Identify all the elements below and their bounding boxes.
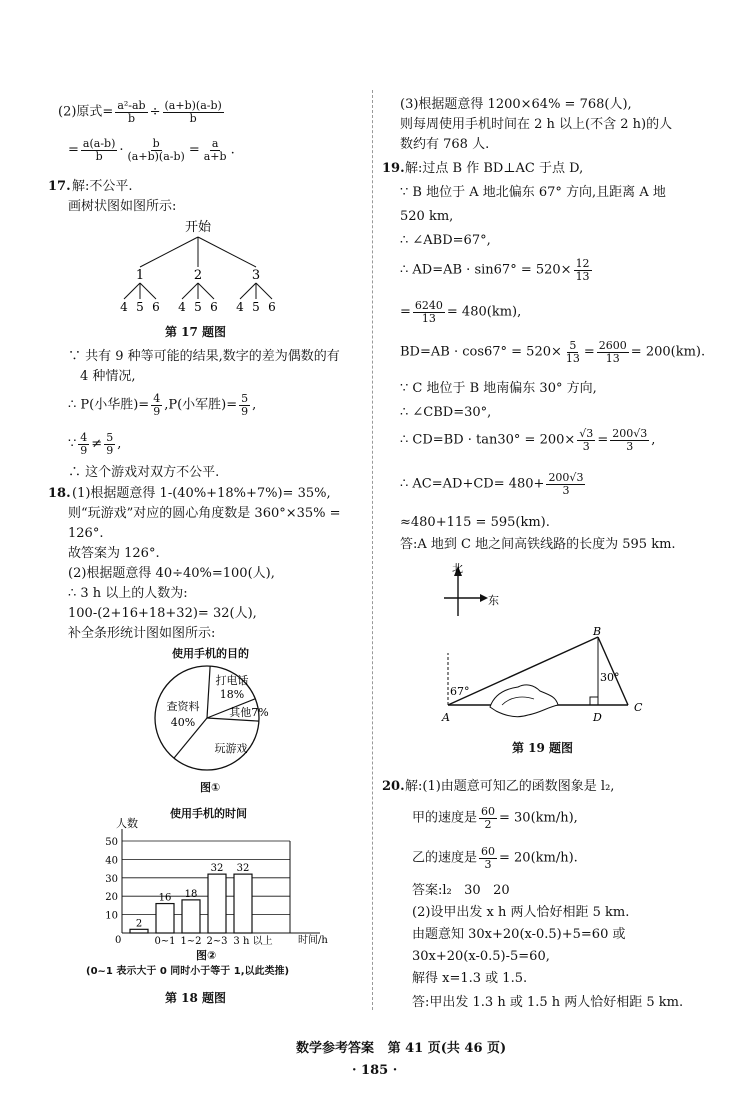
q19-l3: 520 km, xyxy=(400,209,454,224)
q20-l5: (2)设甲出发 x h 两人恰好相距 5 km. xyxy=(412,905,630,920)
q19-l10: ∴ CD=BD · tan30° = 200× $\frac{√3}{3}$ = $\frac{200√3}{3}$ , xyxy=(400,427,656,453)
tree-leaf: 5 xyxy=(194,300,202,314)
q16-line2: = $\frac{a(a-b)}{b}$ · $\frac{b}{(a+b)(a-b)}$ = $\frac{a}{a+b}$ . xyxy=(68,137,235,163)
q19-l1: 解:过点 B 作 BD⊥AC 于点 D, xyxy=(405,161,584,176)
point-a: A xyxy=(442,711,450,724)
q19-l4: ∴ ∠ABD=67°, xyxy=(400,233,491,248)
column-divider xyxy=(372,90,373,1010)
q19-caption: 第 19 题图 xyxy=(512,741,574,755)
q19-l9: ∴ ∠CBD=30°, xyxy=(400,405,492,420)
q20-l1: 解:(1)由题意可知乙的函数图象是 l₂, xyxy=(405,779,615,794)
q19-l8: ∵ C 地位于 B 地南偏东 30° 方向, xyxy=(400,381,597,396)
q17-caption: 第 17 题图 xyxy=(165,325,227,339)
q20-l3: 乙的速度是 $\frac{60}{3}$ = 20(km/h). xyxy=(412,845,578,871)
q18-l2: 则“玩游戏”对应的圆心角度数是 360°×35% = xyxy=(68,506,341,521)
bar-value-label: 32 xyxy=(236,863,250,875)
bar-value-label: 32 xyxy=(210,863,224,875)
bar-xtick: 0~1 xyxy=(154,936,176,947)
tree-branch-1 xyxy=(120,283,160,314)
bar-xlabel: 时间/h xyxy=(298,935,328,946)
pie-label-chaziliao: 查资料 xyxy=(166,700,200,713)
tree-leaf: 6 xyxy=(210,300,218,314)
angle-67: 67° xyxy=(450,685,470,698)
angle-30: 30° xyxy=(600,671,620,684)
bar-mark xyxy=(234,874,252,933)
pie-label-qita: 其他7% xyxy=(229,706,269,719)
q17-probabilities: ∴ P(小华胜)= $\frac{4}{9}$ ,P(小军胜)= $\frac{5}{9}$ , xyxy=(68,392,257,418)
bar-title: 使用手机的时间 xyxy=(170,807,247,820)
bar-xtick: 2~3 xyxy=(206,936,228,947)
tree-leaf: 5 xyxy=(252,300,260,314)
tree-leaf: 5 xyxy=(136,300,144,314)
q18-number: 18. xyxy=(48,486,71,501)
q18-l4: 故答案为 126°. xyxy=(68,546,160,561)
bar-chart xyxy=(100,815,355,950)
mountain-icon xyxy=(490,685,558,717)
pie-label-dadianhua: 打电话 xyxy=(215,674,249,687)
q18-l8: 补全条形统计图如图所示: xyxy=(68,626,216,641)
east-arrow-icon xyxy=(480,594,488,602)
pie-pct-dadianhua: 18% xyxy=(219,688,245,701)
bar-ytick: 10 xyxy=(105,910,118,922)
compass-east: 东 xyxy=(488,594,499,607)
q17-line3b: 4 种情况, xyxy=(80,369,136,384)
q17-line3a: ∵ 共有 9 种等可能的结果,数字的差为偶数的有 xyxy=(68,349,340,364)
bar-ytick: 20 xyxy=(105,892,118,904)
pie-pct-chaziliao: 40% xyxy=(170,716,196,729)
bar-xtick: 3 h 以上 xyxy=(233,936,273,947)
q19-l2: ∵ B 地位于 A 地北偏东 67° 方向,且距离 A 地 xyxy=(400,185,666,200)
tree-leaf: 4 xyxy=(120,300,128,314)
bar-value-label: 16 xyxy=(158,892,172,904)
tree-node-2: 2 xyxy=(193,268,203,283)
q18-3-l2: 则每周使用手机时间在 2 h 以上(不含 2 h)的人 xyxy=(400,117,673,132)
tree-node-3: 3 xyxy=(251,268,261,283)
q17-number: 17. xyxy=(48,179,71,194)
q19-l5: ∴ AD=AB · sin67° = 520× $\frac{12}{13}$ xyxy=(400,257,590,283)
q20-l2: 甲的速度是 $\frac{60}{2}$ = 30(km/h), xyxy=(412,805,578,831)
bar-caption: 图② xyxy=(196,949,217,962)
bar-origin: 0 xyxy=(115,935,122,946)
q18-l3: 126°. xyxy=(68,526,104,541)
q16-line1: (2)原式= $\frac{\text{a²-ab}}{b}$ ÷ $\frac{(a+b)(a-b)}{b}$ xyxy=(58,99,222,125)
point-b: B xyxy=(593,625,602,638)
q20-number: 20. xyxy=(382,779,405,794)
bar-value-label: 2 xyxy=(135,918,143,930)
q18-l6: ∴ 3 h 以上的人数为: xyxy=(68,586,188,601)
q17-line1: 解:不公平. xyxy=(72,179,133,194)
tree-branch-2 xyxy=(178,283,218,314)
q18-3-l1: (3)根据题意得 1200×64% = 768(人), xyxy=(400,97,632,112)
bar-note: (0~1 表示大于 0 同时小于等于 1,以此类推) xyxy=(86,966,290,977)
tree-branch-3 xyxy=(236,283,276,314)
q19-l6: = $\frac{6240}{13}$ = 480(km), xyxy=(400,299,522,325)
q20-l6: 由题意知 30x+20(x-0.5)+5=60 或 xyxy=(412,927,626,942)
bar-ytick: 50 xyxy=(105,837,118,848)
tree-edge xyxy=(198,237,256,267)
q18-caption: 第 18 题图 xyxy=(165,991,227,1005)
tree-leaf: 4 xyxy=(178,300,186,314)
q20-l9: 答:甲出发 1.3 h 或 1.5 h 两人恰好相距 5 km. xyxy=(412,995,684,1010)
tree-leaf: 6 xyxy=(152,300,160,314)
tree-node-1: 1 xyxy=(135,268,145,283)
q17-conclusion: ∴ 这个游戏对双方不公平. xyxy=(68,465,220,480)
right-angle-mark xyxy=(590,697,598,705)
bar-ylabel: 人数 xyxy=(116,817,138,830)
q19-diagram xyxy=(430,625,660,735)
q20-l8: 解得 x=1.3 或 1.5. xyxy=(412,971,528,986)
q20-l4: 答案:l₂ 30 20 xyxy=(412,883,510,898)
q17-compare: ∵ $\frac{4}{9}$ ≠ $\frac{5}{9}$ , xyxy=(68,431,122,457)
bar-ytick: 40 xyxy=(105,855,118,867)
bar-mark xyxy=(156,904,174,933)
compass xyxy=(440,560,510,620)
tree-root: 开始 xyxy=(184,220,212,235)
pie-title: 使用手机的目的 xyxy=(172,647,249,660)
bar-mark xyxy=(182,900,200,933)
page-number: · 185 · xyxy=(352,1063,398,1078)
q20-l7: 30x+20(x-0.5)-5=60, xyxy=(412,949,550,964)
pie-caption: 图① xyxy=(200,781,221,794)
q19-number: 19. xyxy=(382,161,405,176)
point-c: C xyxy=(634,701,643,714)
pie-chart xyxy=(145,660,275,780)
q19-l11: ∴ AC=AD+CD= 480+ $\frac{200√3}{3}$ xyxy=(400,471,584,497)
tree-edge xyxy=(140,237,198,267)
footer-title: 数学参考答案 第 41 页(共 46 页) xyxy=(296,1041,507,1056)
bar-xtick: 1~2 xyxy=(180,936,202,947)
q18-l1: (1)根据题意得 1-(40%+18%+7%)= 35%, xyxy=(72,486,331,501)
tree-leaf: 4 xyxy=(236,300,244,314)
bar-value-label: 18 xyxy=(184,888,198,900)
bar-mark xyxy=(208,874,226,933)
point-d: D xyxy=(593,711,602,724)
q19-l13: 答:A 地到 C 地之间高铁线路的长度为 595 km. xyxy=(400,537,676,552)
tree-leaf: 6 xyxy=(268,300,276,314)
q17-line2: 画树状图如图所示: xyxy=(68,199,177,214)
q18-l5: (2)根据题意得 40÷40%=100(人), xyxy=(68,566,275,581)
q19-l12: ≈480+115 = 595(km). xyxy=(400,515,550,530)
pie-label-wanyouxi: 玩游戏 xyxy=(214,742,248,755)
tree-diagram xyxy=(100,215,300,325)
q18-3-l3: 数约有 768 人. xyxy=(400,137,490,152)
bar-mark xyxy=(130,929,148,933)
q19-l7: BD=AB · cos67° = 520× $\frac{5}{13}$ = $\frac{2600}{13}$ = 200(km). xyxy=(400,339,706,365)
compass-north: 北 xyxy=(452,562,463,575)
bar-ytick: 30 xyxy=(105,873,118,885)
q18-l7: 100-(2+16+18+32)= 32(人), xyxy=(68,606,257,621)
